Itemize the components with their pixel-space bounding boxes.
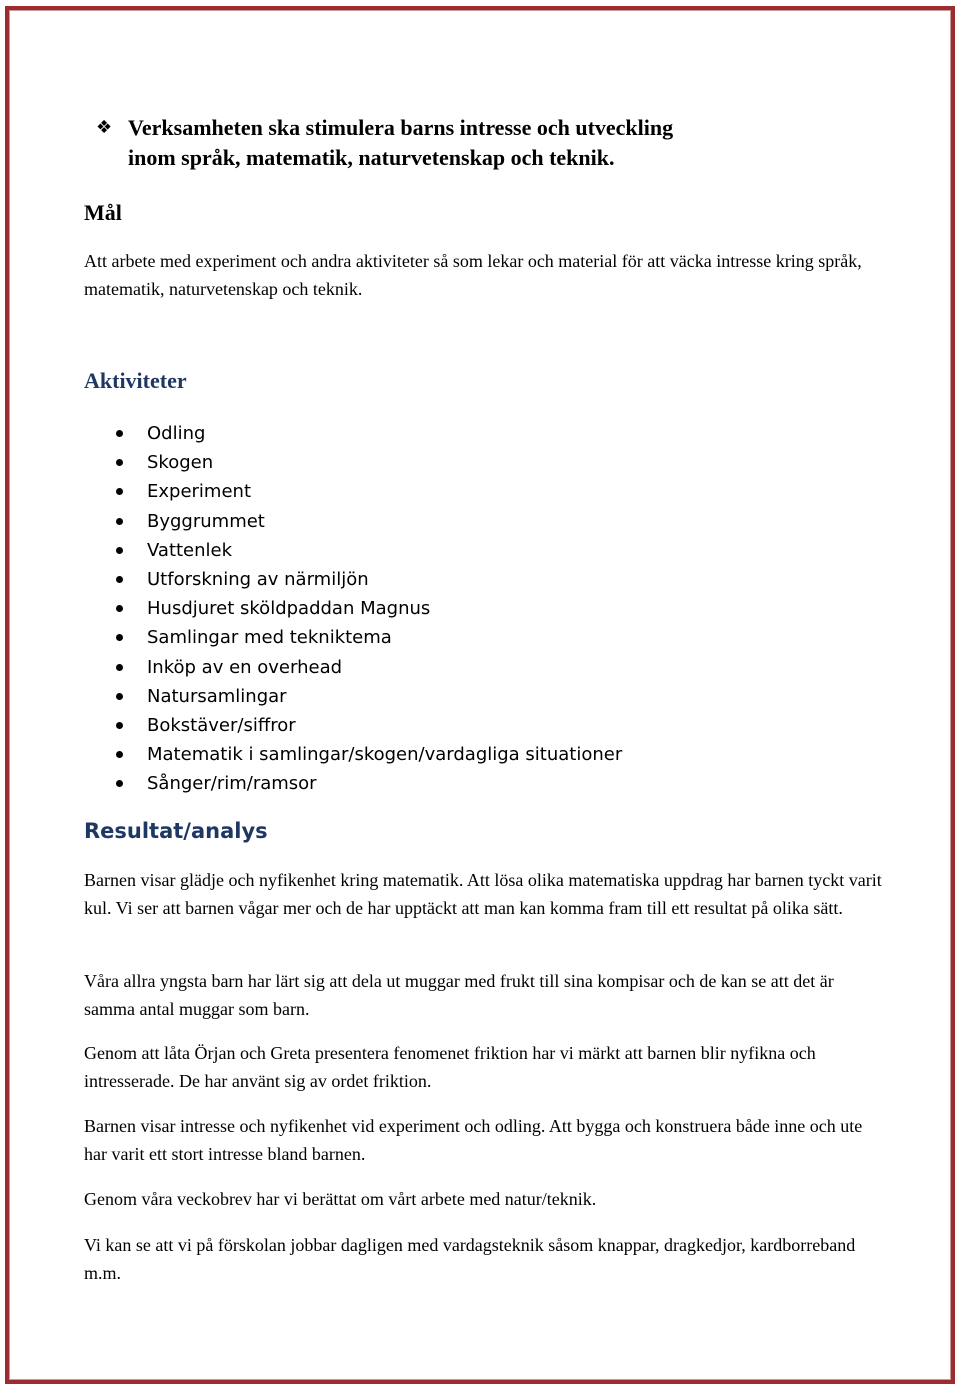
list-item-label: Matematik i samlingar/skogen/vardagliga situationer [147, 744, 623, 766]
bullet-icon [116, 518, 123, 525]
resultat-paragraph-4: Barnen visar intresse och nyfikenhet vid experiment och odling. Att bygga och konstruera både inne och ute har varit ett stort intresse bland barnen. [84, 1116, 863, 1164]
bullet-icon [116, 430, 123, 437]
list-item-label: Husdjuret sköldpaddan Magnus [147, 598, 431, 620]
list-item-label: Utforskning av närmiljön [147, 568, 369, 590]
resultat-paragraph-5: Genom våra veckobrev har vi berättat om vårt arbete med natur/teknik. [84, 1189, 597, 1209]
bullet-icon [116, 547, 123, 554]
resultat-paragraph-2: Våra allra yngsta barn har lärt sig att dela ut muggar med frukt till sina kompisar och de kan se att det är samma antal muggar som barn. [84, 971, 834, 1019]
bullet-icon [116, 693, 123, 700]
goal-text [128, 113, 673, 173]
list-item-label: Odling [147, 423, 206, 444]
list-item-label: Byggrummet [147, 510, 265, 532]
goal-line-2: inom språk, matematik, naturvetenskap och teknik. [128, 145, 615, 170]
list-item [110, 536, 622, 565]
bullet-icon [116, 780, 123, 787]
list-item [110, 711, 622, 740]
list-item [110, 769, 622, 798]
bullet-icon [116, 634, 123, 641]
mal-heading: Mål [84, 200, 122, 225]
list-item-label: Samlingar med tekniktema [147, 627, 392, 649]
list-item-label: Experiment [147, 481, 252, 503]
list-item-label: Vattenlek [147, 539, 233, 561]
activity-list [110, 419, 622, 798]
diamond-bullet-icon: ❖ [96, 117, 113, 138]
mal-text: Att arbete med experiment och andra aktiviteter så som lekar och material för att väcka intresse kring språk, matematik, naturvetenskap och teknik. [84, 251, 862, 299]
list-item [110, 565, 622, 594]
list-item [110, 477, 622, 506]
bullet-icon [116, 722, 123, 729]
list-item [110, 594, 622, 623]
goal-statement [96, 113, 836, 173]
list-item-label: Skogen [147, 452, 214, 474]
list-item [110, 448, 622, 477]
list-item [110, 419, 622, 448]
resultat-heading: Resultat/analys [84, 819, 268, 843]
bullet-icon [116, 664, 123, 671]
bullet-icon [116, 605, 123, 612]
list-item [110, 653, 622, 682]
resultat-paragraph-3: Genom att låta Örjan och Greta presentera fenomenet friktion har vi märkt att barnen blir nyfikna och intresserade. De har använt sig av ordet friktion. [84, 1043, 816, 1091]
list-item [110, 682, 622, 711]
bullet-icon [116, 576, 123, 583]
resultat-paragraph-6: Vi kan se att vi på förskolan jobbar dagligen med vardagsteknik såsom knappar, dragkedjor, kardborreband m.m. [84, 1235, 856, 1283]
list-item [110, 507, 622, 536]
list-item [110, 623, 622, 652]
aktiviteter-heading: Aktiviteter [84, 368, 187, 393]
bullet-icon [116, 459, 123, 466]
list-item-label: Bokstäver/siffror [147, 714, 296, 736]
list-item [110, 740, 622, 769]
bullet-icon [116, 488, 123, 495]
goal-line-1: Verksamheten ska stimulera barns intresse och utveckling [128, 115, 674, 140]
resultat-paragraph-1: Barnen visar glädje och nyfikenhet kring matematik. Att lösa olika matematiska uppdrag har barnen tyckt varit kul. Vi ser att barnen vågar mer och de har upptäckt att man kan komma fram till ett resultat på olika sätt. [84, 870, 882, 918]
list-item-label: Sånger/rim/ramsor [147, 773, 317, 795]
bullet-icon [116, 751, 123, 758]
list-item-label: Natursamlingar [147, 685, 287, 707]
list-item-label: Inköp av en overhead [147, 656, 343, 678]
